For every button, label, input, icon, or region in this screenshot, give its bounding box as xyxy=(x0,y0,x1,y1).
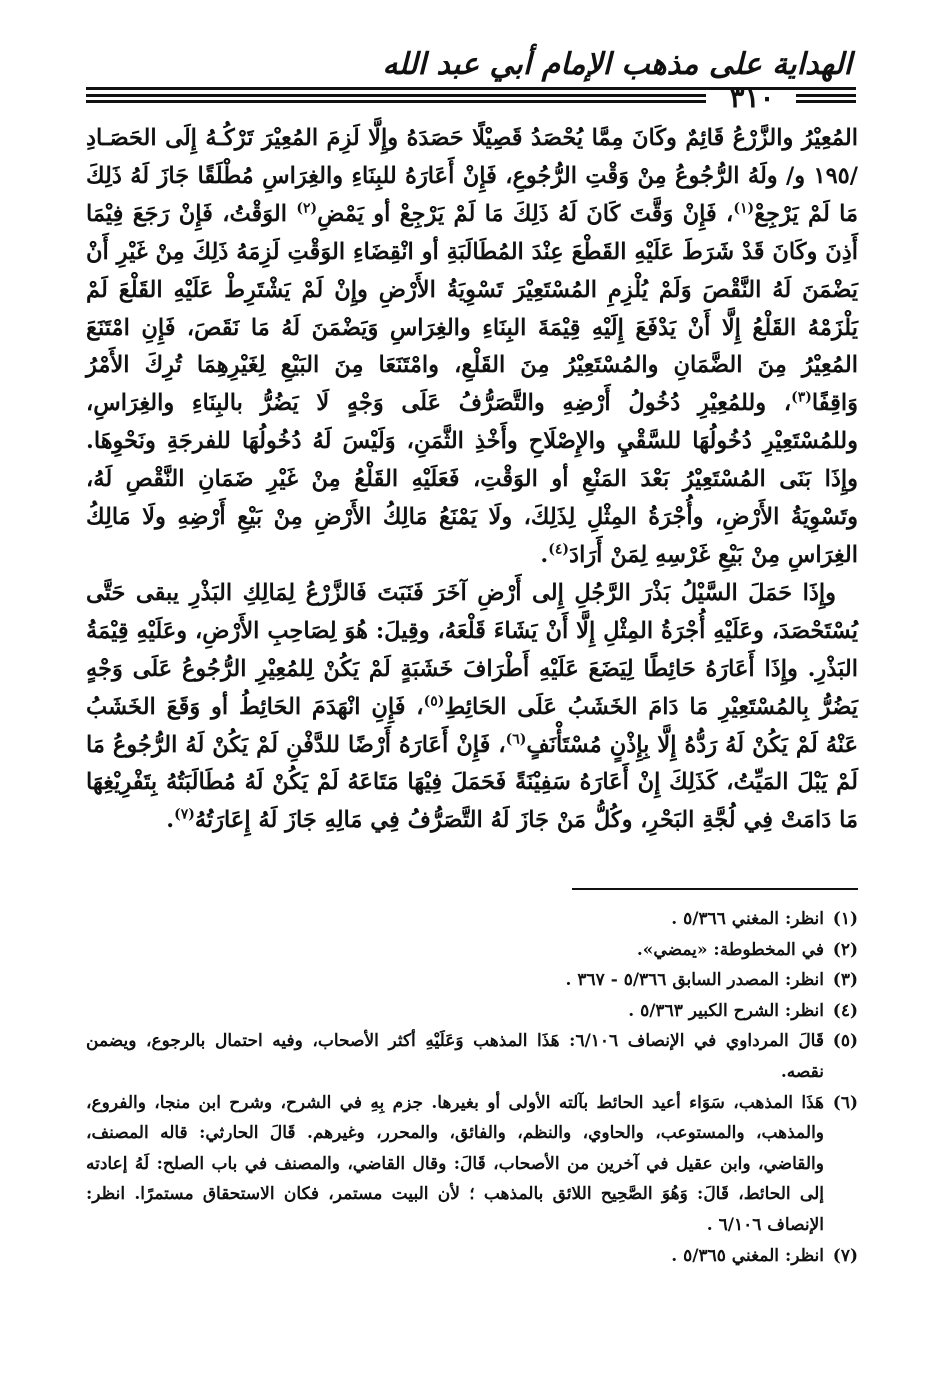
footnote-text: انظر: المغني ٥/٣٦٦ . xyxy=(671,909,824,929)
footnote-item xyxy=(86,935,858,966)
footnote-text: انظر: الشرح الكبير ٥/٣٦٣ . xyxy=(628,1000,824,1021)
footnote-text: انظر: المغني ٥/٣٦٥ . xyxy=(671,1245,824,1266)
text-run: وإِذَا حَمَلَ السَّيْلُ بَذْرَ الرَّجُلِ إِلى أَرْضِ آخَرَ فَنَبَتَ فَالزَّرْعُ لِمَالِكِ البَذْرِ يبقى حَتَّى يُسْتَحْصَدَ، وعَلَيْهِ أُجْرَةُ المِثْلِ إِلَّا أَنْ يَشَاءَ قَلْعَهُ، وقِيلَ: هُوَ لِصَاحِبِ الأَرْضِ، وعَلَيْهِ قِيْمَةُ البَذْرِ. وإِذَا أَعَارَهُ حَائِطًا لِيَضَعَ عَلَيْهِ أَطْرَافَ خَشَبَةٍ لَمْ يَكُنْ لِلمُعِيْرِ الرُّجُوعُ عَلَى وَجْهٍ يَضُرُّ بِالمُسْتَعِيْرِ مَا دَامَ الخَشَبُ عَلَى الحَائِطِ xyxy=(86,579,858,720)
footnote-reference[interactable]: (٢) xyxy=(296,200,318,217)
paragraph xyxy=(86,120,858,575)
footnote-number: (٥) xyxy=(832,1031,858,1052)
footnote-number: (٤) xyxy=(832,1000,858,1021)
footnote-reference[interactable]: (٥) xyxy=(423,693,445,710)
footnote-reference[interactable]: (٧) xyxy=(174,806,195,823)
footnote-number: (٢) xyxy=(832,939,858,960)
text-run: المُعِيْرُ والزَّرْعُ قَائِمٌ وكَانَ مِمَّا يُحْصَدُ قَصِيْلًا حَصَدَهُ وإِلَّا لَزِمَ المُعِيْرَ تَرْكُـهُ إِلَى الحَصَـادِ /١٩٥ و/ ولَهُ الرُّجُوعُ مِنْ وَقْتِ الرُّجُوعِ، فَإِنْ أَعَارَهُ للبِنَاءِ والغِرَاسِ مُطْلَقًا جَازَ لَهُ ذَلِكَ مَا لَمْ يَرْجِعْ xyxy=(86,125,859,227)
main-text xyxy=(86,120,858,840)
header-rule-left-lower xyxy=(86,100,706,103)
paragraph xyxy=(86,575,858,840)
text-run: ، وللمُعِيْرِ دُخُولُ أَرْضِهِ والتَّصَرُّفُ عَلَى وَجْهٍ لَا يَضُرُّ بالبِنَاءِ والغِرَاسِ، وللمُسْتَعِيْرِ دُخُولُهَا للسَّقْيِ والإِصْلَاحِ وأَخْذِ الثَّمَنِ، وَلَيْسَ لَهُ دُخُولُهَا للفرجَةِ ونَحْوِهَا. وإِذَا بَنَى المُسْتَعِيْرُ بَعْدَ المَنْعِ أو الوَقْتِ، فَعَلَيْهِ القَلْعُ مِنْ غَيْرِ ضَمَانِ النَّقْصِ لَهُ، وتَسْوِيَةُ الأَرْضِ، وأُجْرَةُ المِثْلِ لِذَلِكَ، ولَا يَمْنَعُ مَالِكُ الأَرْضِ مِنْ بَيْعِ أَرْضِهِ ولَا مَالِكُ الغِرَاسِ مِنْ بَيْعِ غَرْسِهِ لِمَنْ أَرَادَ xyxy=(86,390,858,568)
footnotes xyxy=(86,904,858,1271)
footnote-text: قَالَ المرداوي في الإنصاف ٦/١٠٦: هَذَا المذهب وَعَلَيْهِ أكثر الأصحاب، وفيه احتمال بالرجوع، ويضمن نقصه. xyxy=(86,1031,824,1082)
footnote-item xyxy=(86,996,858,1027)
footnote-reference[interactable]: (١) xyxy=(733,200,755,217)
header-rule-right xyxy=(796,94,856,97)
footnote-item xyxy=(86,1026,858,1087)
footnote-number: (٧) xyxy=(832,1245,858,1266)
text-run: . xyxy=(540,541,549,568)
text-run: ، فَإِنْ أَعَارَهُ أَرْضًا للدَّفْنِ لَمْ يَكُنْ لَهُ الرُّجُوعُ مَا لَمْ يَبْلَ المَيِّتُ، كَذَلِكَ إِنْ أَعَارَهُ سَفِيْنَةً فَحَمَلَ فِيْهَا مَتَاعَهُ لَمْ يَكُنْ لَهُ مُطَالَبَتُهُ بِتَفْرِيْغِهَا مَا دَامَتْ فِي لُجَّةِ البَحْرِ، وكُلُّ مَنْ جَازَ لَهُ التَّصَرُّفُ فِي مَالِهِ جَازَ لَهُ إِعَارَتُهُ xyxy=(86,731,858,834)
footnote-text: في المخطوطة: «يمضي». xyxy=(636,939,824,960)
running-title: الهداية على مذهب الإمام أبي عبد الله xyxy=(382,47,852,82)
header-rule-right-lower xyxy=(796,100,856,103)
footnote-number: (٣) xyxy=(832,970,858,991)
footnote-item xyxy=(86,1088,858,1241)
text-run: ، فَإِنْ وَقَّتَ كَانَ لَهُ ذَلِكَ مَا لَمْ يَرْجِعْ أو يَمْضِ xyxy=(317,200,734,227)
footnote-text: انظر: المصدر السابق ٥/٣٦٦ - ٣٦٧ . xyxy=(565,970,824,991)
text-run: ، فَإِنِ انْهَدَمَ الحَائِطُ أو وَقَعَ الخَشَبُ عَنْهُ لَمْ يَكُنْ لَهُ رَدُّهُ إِلَّا بِإِذْنٍ مُسْتَأْنَفٍ xyxy=(86,693,858,758)
footnote-number: (٦) xyxy=(832,1092,858,1113)
footnote-reference[interactable]: (٣) xyxy=(791,389,812,406)
page-number: ٣١٠ xyxy=(729,81,775,114)
header-rule-left xyxy=(86,94,706,97)
footnote-number: (١) xyxy=(832,909,858,929)
text-run: الوَقْتُ، فَإِنْ رَجَعَ فِيْمَا أَذِنَ وكَانَ قَدْ شَرَطَ عَلَيْهِ القَطْعَ عِنْدَ المُطَالَبَةِ أو انْقِضَاءِ الوَقْتِ لَزِمَهُ ذَلِكَ مِنْ غَيْرِ أَنْ يَضْمَنَ لَهُ النَّقْصَ وَلَمْ يُلْزِمِ المُسْتَعِيْرَ تَسْوِيَةُ الأَرْضِ وإِنْ لَمْ يَشْتَرِطْ عَلَيْهِ القَلْعَ لَمْ يَلْزَمْهُ القَلْعُ إِلَّا أَنْ يَدْفَعَ إِلَيْهِ قِيْمَةَ البِنَاءِ والغِرَاسِ وَيَضْمَنَ لَهُ مَا نَقَصَ، فَإِنِ امْتَنَعَ المُعِيْرُ مِنَ الضَّمَانِ والمُسْتَعِيْرُ مِنَ القَلْعِ، وامْتَنَعَا مِنَ البَيْعِ لِغَيْرِهِمَا تُرِكَ الأَمْرُ وَاقِفًا xyxy=(86,200,858,417)
text-run: . xyxy=(166,807,175,834)
footnote-separator xyxy=(572,888,858,890)
footnote-item xyxy=(86,904,858,935)
footnote-text: هَذَا المذهب، سَوَاء أعيد الحائط بآلته الأولى أو بغيرها. جزم بِهِ في الشرح، وشرح ابن منجا، والفروع، والمذهب، والمستوعب، والحاوي، والنظم، والفائق، والمحرر، وغيرهم. قَالَ الحارثي: قاله المصنف، والقاضي، وابن عقيل في آخرين من الأصحاب، قَالَ: وقال القاضي، والمصنف في باب الصلح: لَهُ إعادته إلى الحائط، قَالَ: وَهُوَ الصَّحِيح اللائق بالمذهب ؛ لأن البيت مستمر، فكان الاستحقاق مستمرًا. انظر: الإنصاف ٦/١٠٦ . xyxy=(86,1092,824,1235)
footnote-reference[interactable]: (٦) xyxy=(505,731,527,747)
footnote-item xyxy=(86,965,858,996)
footnote-item xyxy=(86,1241,858,1272)
footnote-reference[interactable]: (٤) xyxy=(548,541,570,558)
